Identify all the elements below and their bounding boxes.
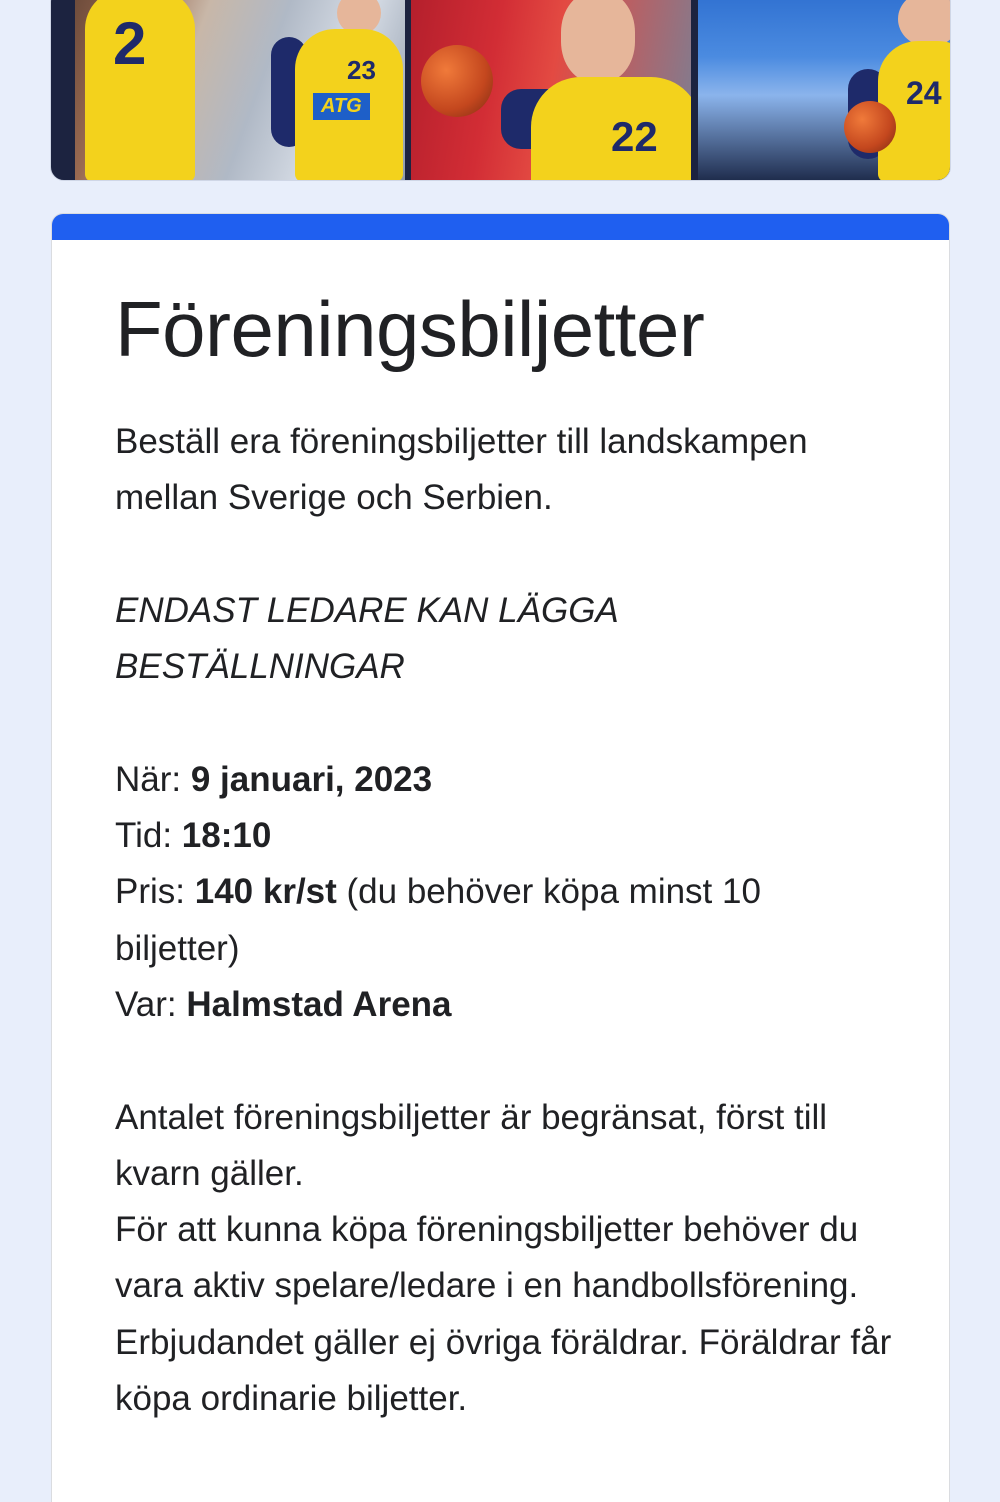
event-venue-label: Var: (115, 984, 187, 1024)
header-photo-player-22 (411, 0, 691, 181)
form-header-body (115, 284, 895, 1427)
event-venue-value: Halmstad Arena (186, 984, 452, 1024)
event-venue (115, 977, 895, 1033)
leaders-only-notice: ENDAST LEDARE KAN LÄGGA BESTÄLLNINGAR (115, 590, 618, 687)
player-head (898, 0, 951, 47)
handball-ball (844, 101, 896, 153)
blank-line (115, 527, 895, 583)
handball-ball (421, 45, 493, 117)
jersey-number: 24 (906, 75, 942, 111)
ticket-price (115, 864, 895, 977)
form-description (115, 414, 895, 1427)
event-date-value: 9 januari, 2023 (190, 759, 433, 799)
jersey-number: 22 (611, 113, 658, 160)
ticket-price-value: 140 kr/st (194, 872, 337, 912)
event-time-label: Tid: (115, 816, 182, 856)
ticket-price-note: (du behöver köpa minst 10 biljetter) (115, 872, 761, 968)
header-banner (50, 0, 951, 181)
jersey-number: 2 (113, 10, 147, 77)
ticket-price-label: Pris: (115, 872, 195, 912)
header-photo-players-2-23 (75, 0, 405, 181)
player-head (561, 0, 635, 83)
form-title: Föreningsbiljetter (115, 285, 705, 373)
event-time (115, 808, 895, 864)
header-photo-player-24 (698, 0, 951, 181)
event-date-label: När: (115, 759, 191, 799)
event-time-value: 18:10 (181, 816, 272, 856)
blank-line (115, 695, 895, 751)
jersey-number: 23 (347, 55, 376, 85)
sponsor-logo: ATG (313, 93, 370, 120)
card-accent-bar (52, 214, 949, 240)
blank-line (115, 1033, 895, 1089)
event-date (115, 752, 895, 808)
eligibility-text: För att kunna köpa föreningsbiljetter behöver du vara aktiv spelare/ledare i en handbollsförening. Erbjudandet gäller ej övriga föräldrar. Föräldrar får köpa ordinarie biljetter. (115, 1210, 892, 1419)
form-header-card (51, 213, 950, 1502)
limited-availability-text: Antalet föreningsbiljetter är begränsat, först till kvarn gäller. (115, 1097, 828, 1193)
intro-text: Beställ era föreningsbiljetter till landskampen mellan Sverige och Serbien. (115, 422, 808, 518)
